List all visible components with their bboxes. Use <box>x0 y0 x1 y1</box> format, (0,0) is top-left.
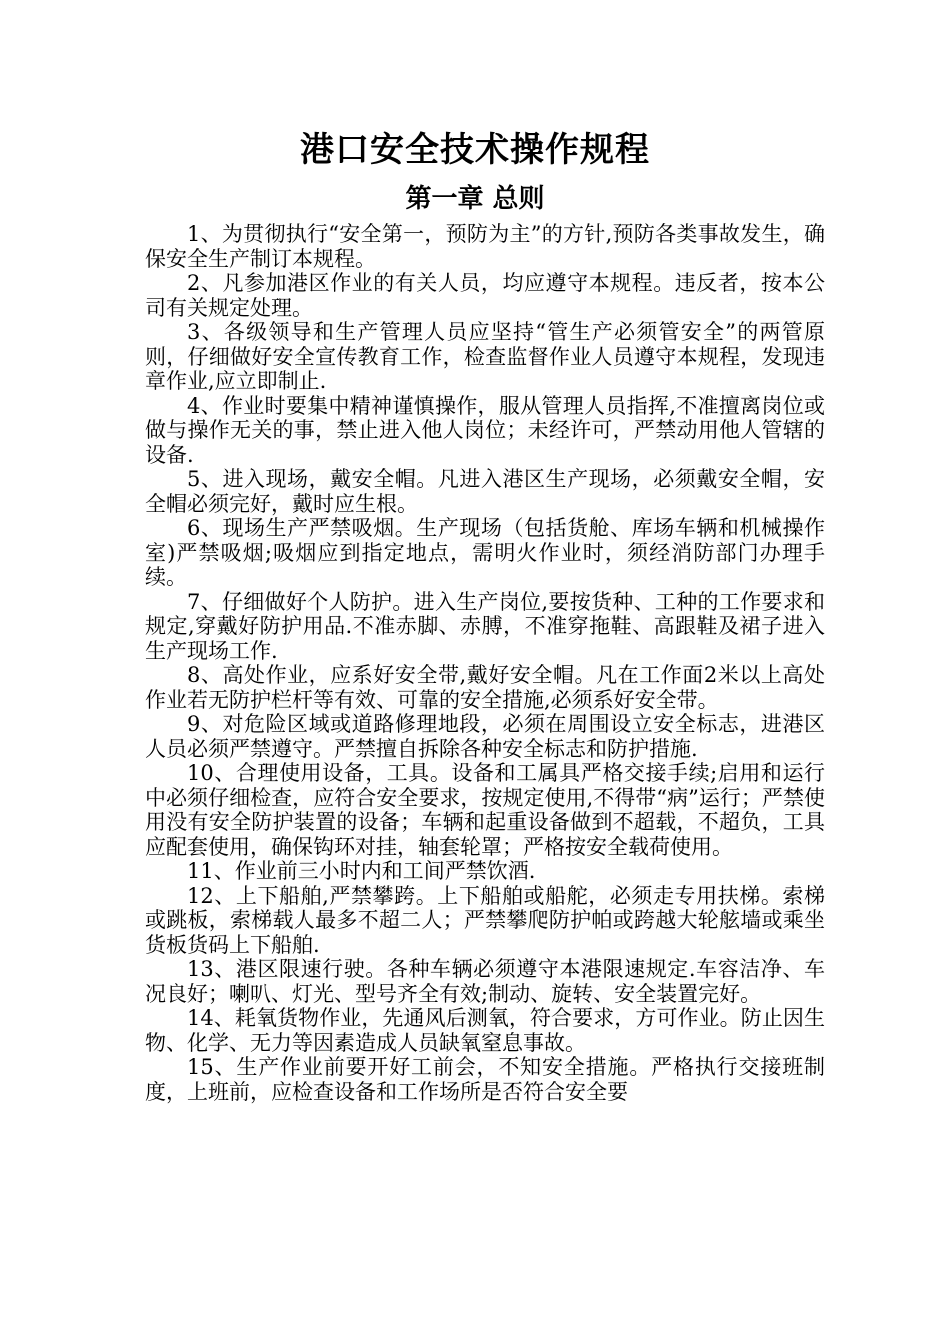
paragraph: 8、高处作业，应系好安全带,戴好安全帽。凡在工作面2米以上高处作业若无防护栏杆等有效、可靠的安全措施,必须系好安全带。 <box>145 663 825 712</box>
document-body <box>145 222 825 1104</box>
document-title: 港口安全技术操作规程 <box>300 130 650 170</box>
paragraph: 15、生产作业前要开好工前会，不知安全措施。严格执行交接班制度，上班前，应检查设备和工作场所是否符合安全要 <box>145 1055 825 1104</box>
chapter-title: 第一章 总则 <box>405 184 545 214</box>
paragraph: 9、对危险区域或道路修理地段，必须在周围设立安全标志，进港区人员必须严禁遵守。严禁擅自拆除各种安全标志和防护措施. <box>145 712 825 761</box>
paragraph: 3、各级领导和生产管理人员应坚持“管生产必须管安全”的两管原则，仔细做好安全宣传教育工作，检查监督作业人员遵守本规程，发现违章作业,应立即制止. <box>145 320 825 393</box>
paragraph: 10、合理使用设备，工具。设备和工属具严格交接手续;启用和运行中必须仔细检查，应符合安全要求，按规定使用,不得带“病”运行；严禁使用没有安全防护装置的设备；车辆和起重设备做到不超载，不超负，工具应配套使用，确保钩环对挂，轴套轮罩；严格按安全载荷使用。 <box>145 761 825 859</box>
paragraph: 7、仔细做好个人防护。进入生产岗位,要按货种、工种的工作要求和规定,穿戴好防护用品.不准赤脚、赤膊，不准穿拖鞋、高跟鞋及裙子进入生产现场工作. <box>145 589 825 663</box>
paragraph: 6、现场生产严禁吸烟。生产现场（包括货舱、库场车辆和机械操作室)严禁吸烟;吸烟应到指定地点，需明火作业时，须经消防部门办理手续。 <box>145 516 825 589</box>
paragraph: 4、作业时要集中精神谨慎操作，服从管理人员指挥,不准擅离岗位或做与操作无关的事，禁止进入他人岗位；未经许可，严禁动用他人管辖的设备. <box>145 393 825 467</box>
paragraph: 14、耗氧货物作业，先通风后测氧，符合要求，方可作业。防止因生物、化学、无力等因素造成人员缺氧窒息事故。 <box>145 1006 825 1055</box>
paragraph: 5、进入现场，戴安全帽。凡进入港区生产现场，必须戴安全帽，安全帽必须完好，戴时应生根。 <box>145 467 825 516</box>
paragraph: 11、作业前三小时内和工间严禁饮酒. <box>187 859 536 883</box>
paragraph: 1、为贯彻执行“安全第一，预防为主”的方针,预防各类事故发生，确保安全生产制订本规程。 <box>145 222 825 271</box>
paragraph: 2、凡参加港区作业的有关人员，均应遵守本规程。违反者，按本公司有关规定处理。 <box>145 271 825 320</box>
paragraph: 12、上下船舶,严禁攀跨。上下船舶或船舵，必须走专用扶梯。索梯或跳板，索梯载人最多不超二人；严禁攀爬防护帕或跨越大轮舷墙或乘坐货板货码上下船舶. <box>145 883 825 957</box>
paragraph: 13、港区限速行驶。各种车辆必须遵守本港限速规定.车容洁净、车况良好；喇叭、灯光、型号齐全有效;制动、旋转、安全装置完好。 <box>145 957 825 1006</box>
